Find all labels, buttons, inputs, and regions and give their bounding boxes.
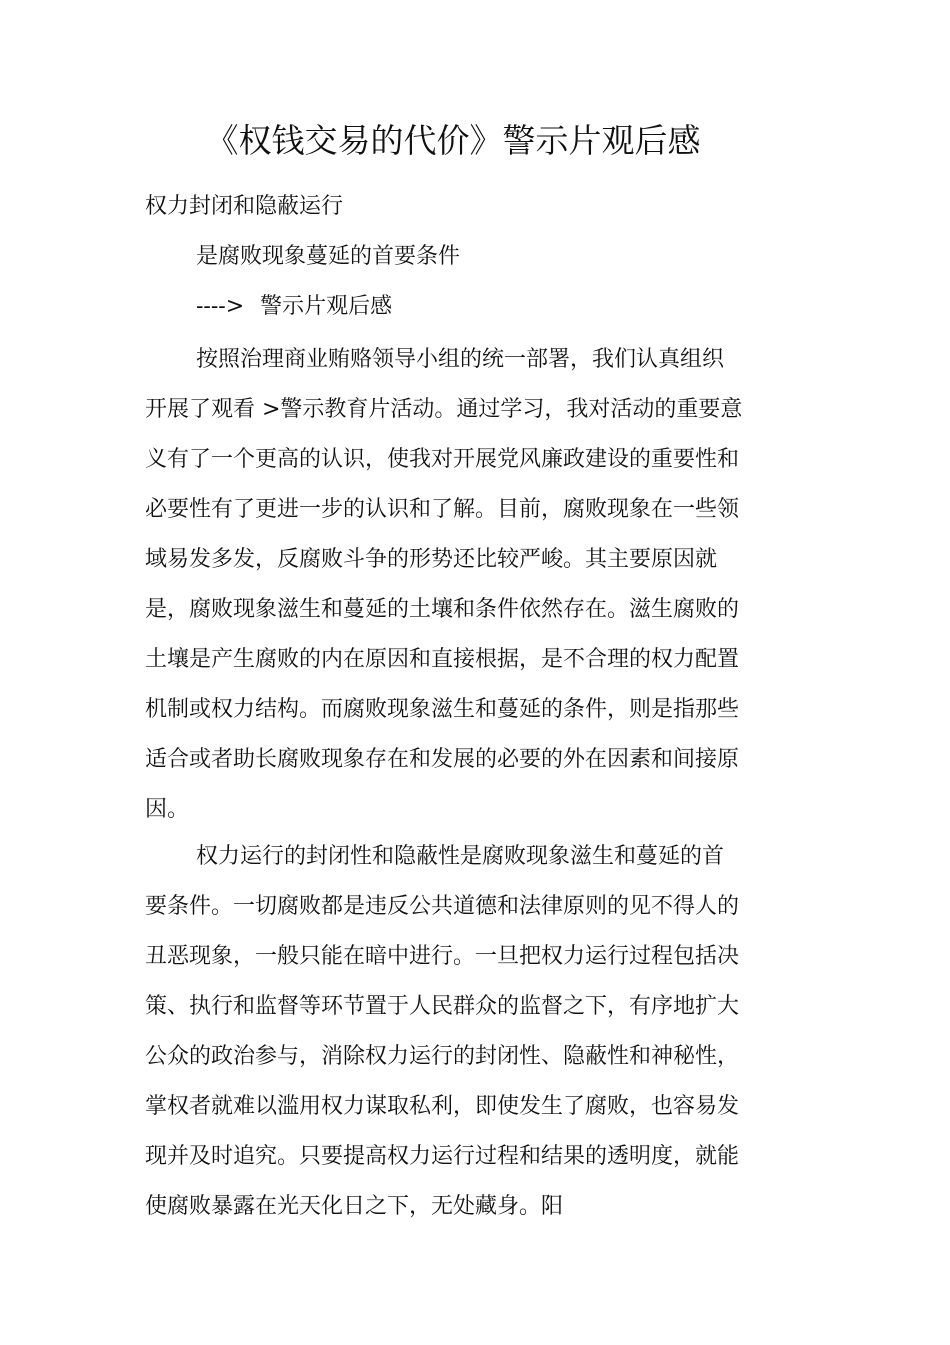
subtitle-line-3-text: 警示片观后感 <box>260 294 393 319</box>
subtitle-line-2: 是腐败现象蔓延的首要条件 <box>196 244 461 269</box>
body-paragraph-2: 权力运行的封闭性和隐蔽性是腐败现象滋生和蔓延的首要条件。一切腐败都是违反公共道德和法律原则的见不得人的丑恶现象，一般只能在暗中进行。一旦把权力运行过程包括决策、执行和监督等环节置于人民群众的监督之下，有序地扩大公众的政治参与，消除权力运行的封闭性、隐蔽性和神秘性，掌权者就难以滥用权力谋取私利，即使发生了腐败，也容易发现并及时追究。只要提高权力运行过程和结果的透明度，就能使腐败暴露在光天化日之下，无处藏身。阳 <box>145 844 740 1219</box>
subtitle-line-3 <box>196 292 392 322</box>
subtitle-arrow: ----> <box>196 294 245 319</box>
document-title: 《权钱交易的代价》警示片观后感 <box>205 121 701 160</box>
body-paragraph-1: 按照治理商业贿赂领导小组的统一部署，我们认真组织开展了观看 >警示教育片活动。通过学习，我对活动的重要意义有了一个更高的认识，使我对开展党风廉政建设的重要性和必要性有了更进一步的认识和了解。目前，腐败现象在一些领域易发多发，反腐败斗争的形势还比较严峻。其主要原因就是，腐败现象滋生和蔓延的土壤和条件依然存在。滋生腐败的土壤是产生腐败的内在原因和直接根据，是不合理的权力配置机制或权力结构。而腐败现象滋生和蔓延的条件，则是指那些适合或者助长腐败现象存在和发展的必要的外在因素和间接原因。 <box>145 347 743 822</box>
subtitle-line-1: 权力封闭和隐蔽运行 <box>145 194 344 219</box>
